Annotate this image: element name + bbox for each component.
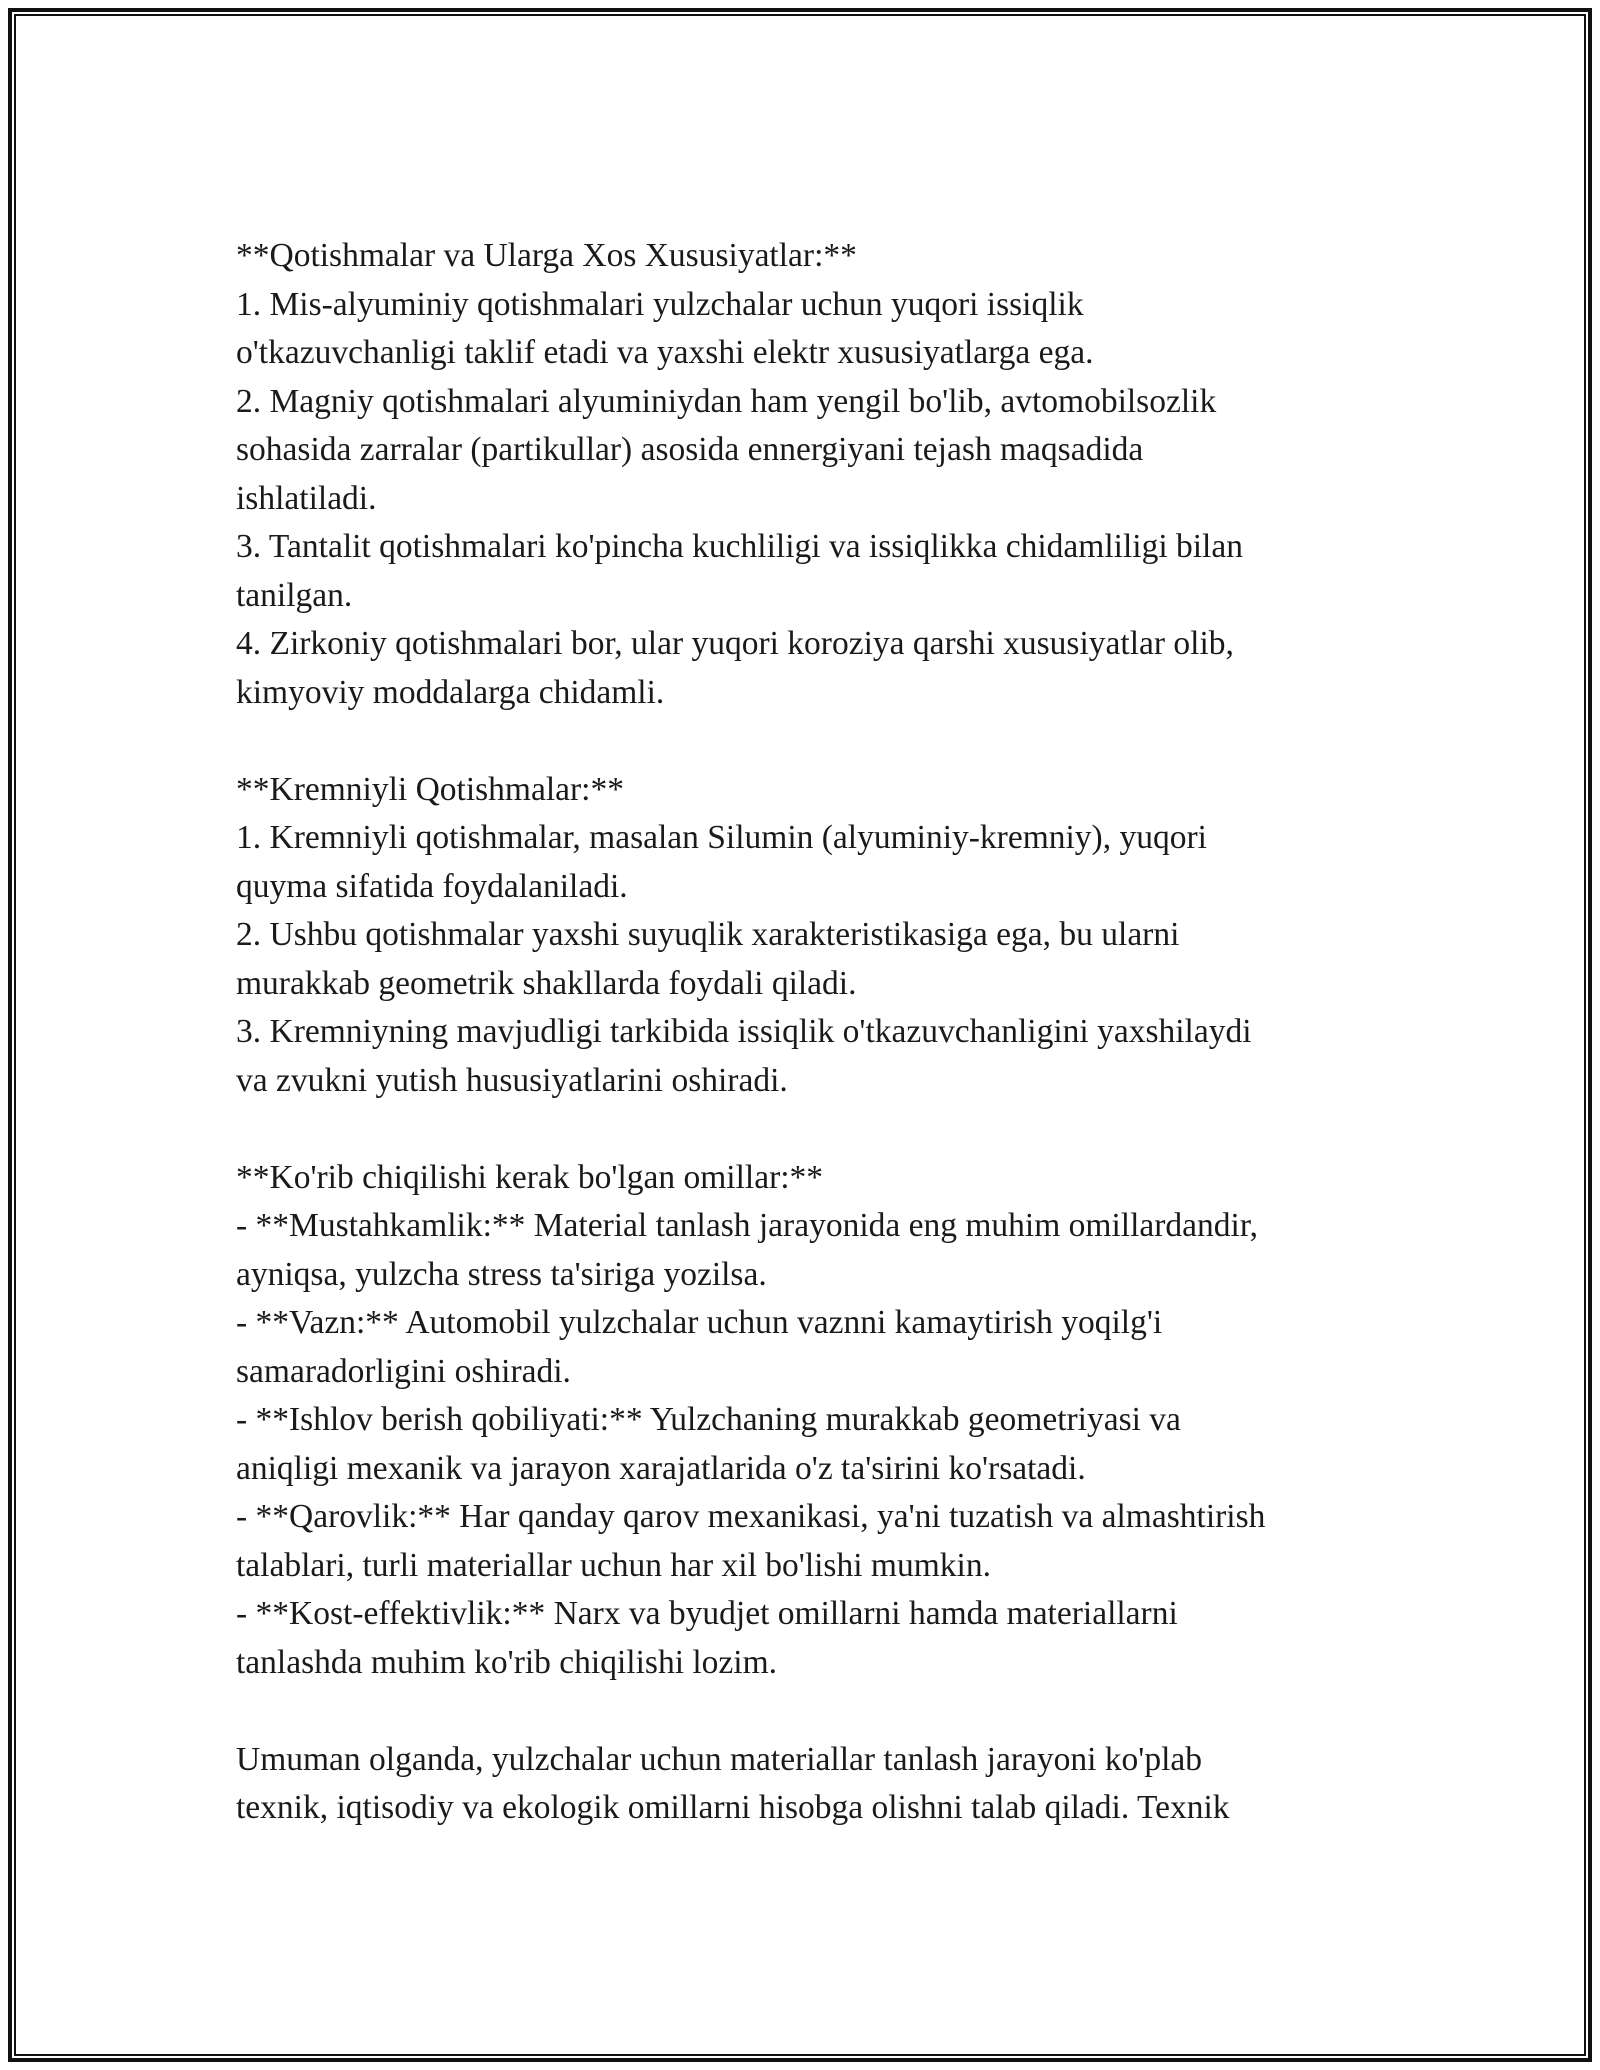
- text-line: - **Kost-effektivlik:** Narx va byudjet omillarni hamda materiallarni: [236, 1595, 1178, 1632]
- text-line: - **Mustahkamlik:** Material tanlash jarayonida eng muhim omillardandir,: [236, 1207, 1259, 1244]
- blank-line: [236, 1105, 1376, 1154]
- text-line: ishlatiladi.: [236, 479, 377, 517]
- text-line: murakkab geometrik shakllarda foydali qiladi.: [236, 964, 857, 1002]
- text-line: va zvukni yutish hususiyatlarini oshiradi.: [236, 1061, 788, 1099]
- section-heading-factors: **Ko'rib chiqilishi kerak bo'lgan omillar:**: [236, 1158, 824, 1196]
- text-line: aniqligi mexanik va jarayon xarajatlarida o'z ta'sirini ko'rsatadi.: [236, 1449, 1086, 1487]
- text-line: ayniqsa, yulzcha stress ta'siriga yozilsa.: [236, 1255, 767, 1293]
- blank-line: [236, 717, 1376, 766]
- text-line: 3. Tantalit qotishmalari ko'pincha kuchliligi va issiqlikka chidamliligi bilan: [236, 528, 1243, 565]
- text-line: kimyoviy moddalarga chidamli.: [236, 673, 665, 711]
- text-line: 2. Ushbu qotishmalar yaxshi suyuqlik xarakteristikasiga ega, bu ularni: [236, 916, 1180, 953]
- text-line: - **Qarovlik:** Har qanday qarov mexanikasi, ya'ni tuzatish va almashtirish: [236, 1498, 1266, 1535]
- text-line: Umuman olganda, yulzchalar uchun materiallar tanlash jarayoni ko'plab: [236, 1740, 1203, 1778]
- text-line: - **Ishlov berish qobiliyati:** Yulzchaning murakkab geometriyasi va: [236, 1401, 1181, 1438]
- text-line: 2. Magniy qotishmalari alyuminiydan ham yengil bo'lib, avtomobilsozlik: [236, 382, 1217, 420]
- text-line: 4. Zirkoniy qotishmalari bor, ular yuqori koroziya qarshi xususiyatlar olib,: [236, 625, 1234, 662]
- section-heading-alloys: **Qotishmalar va Ularga Xos Xususiyatlar:**: [236, 237, 857, 274]
- text-line: 1. Mis-alyuminiy qotishmalari yulzchalar uchun yuqori issiqlik: [236, 285, 1084, 323]
- text-line: 3. Kremniyning mavjudligi tarkibida issiqlik o'tkazuvchanligini yaxshilaydi: [236, 1013, 1252, 1050]
- text-line: tanilgan.: [236, 576, 353, 614]
- text-line: samaradorligini oshiradi.: [236, 1352, 571, 1390]
- text-line: tanlashda muhim ko'rib chiqilishi lozim.: [236, 1643, 778, 1681]
- document-body: [236, 232, 1376, 1833]
- text-line: talablari, turli materiallar uchun har xil bo'lishi mumkin.: [236, 1546, 991, 1584]
- text-line: quyma sifatida foydalaniladi.: [236, 867, 628, 905]
- text-line: sohasida zarralar (partikullar) asosida ennergiyani tejash maqsadida: [236, 431, 1144, 468]
- blank-line: [236, 1687, 1376, 1736]
- text-line: 1. Kremniyli qotishmalar, masalan Silumin (alyuminiy-kremniy), yuqori: [236, 819, 1207, 856]
- text-line: o'tkazuvchanligi taklif etadi va yaxshi elektr xususiyatlarga ega.: [236, 334, 1094, 371]
- text-line: texnik, iqtisodiy va ekologik omillarni hisobga olishni talab qiladi. Texnik: [236, 1789, 1230, 1826]
- section-heading-silicon-alloys: **Kremniyli Qotishmalar:**: [236, 770, 624, 808]
- text-line: - **Vazn:** Automobil yulzchalar uchun vaznni kamaytirish yoqilg'i: [236, 1304, 1163, 1341]
